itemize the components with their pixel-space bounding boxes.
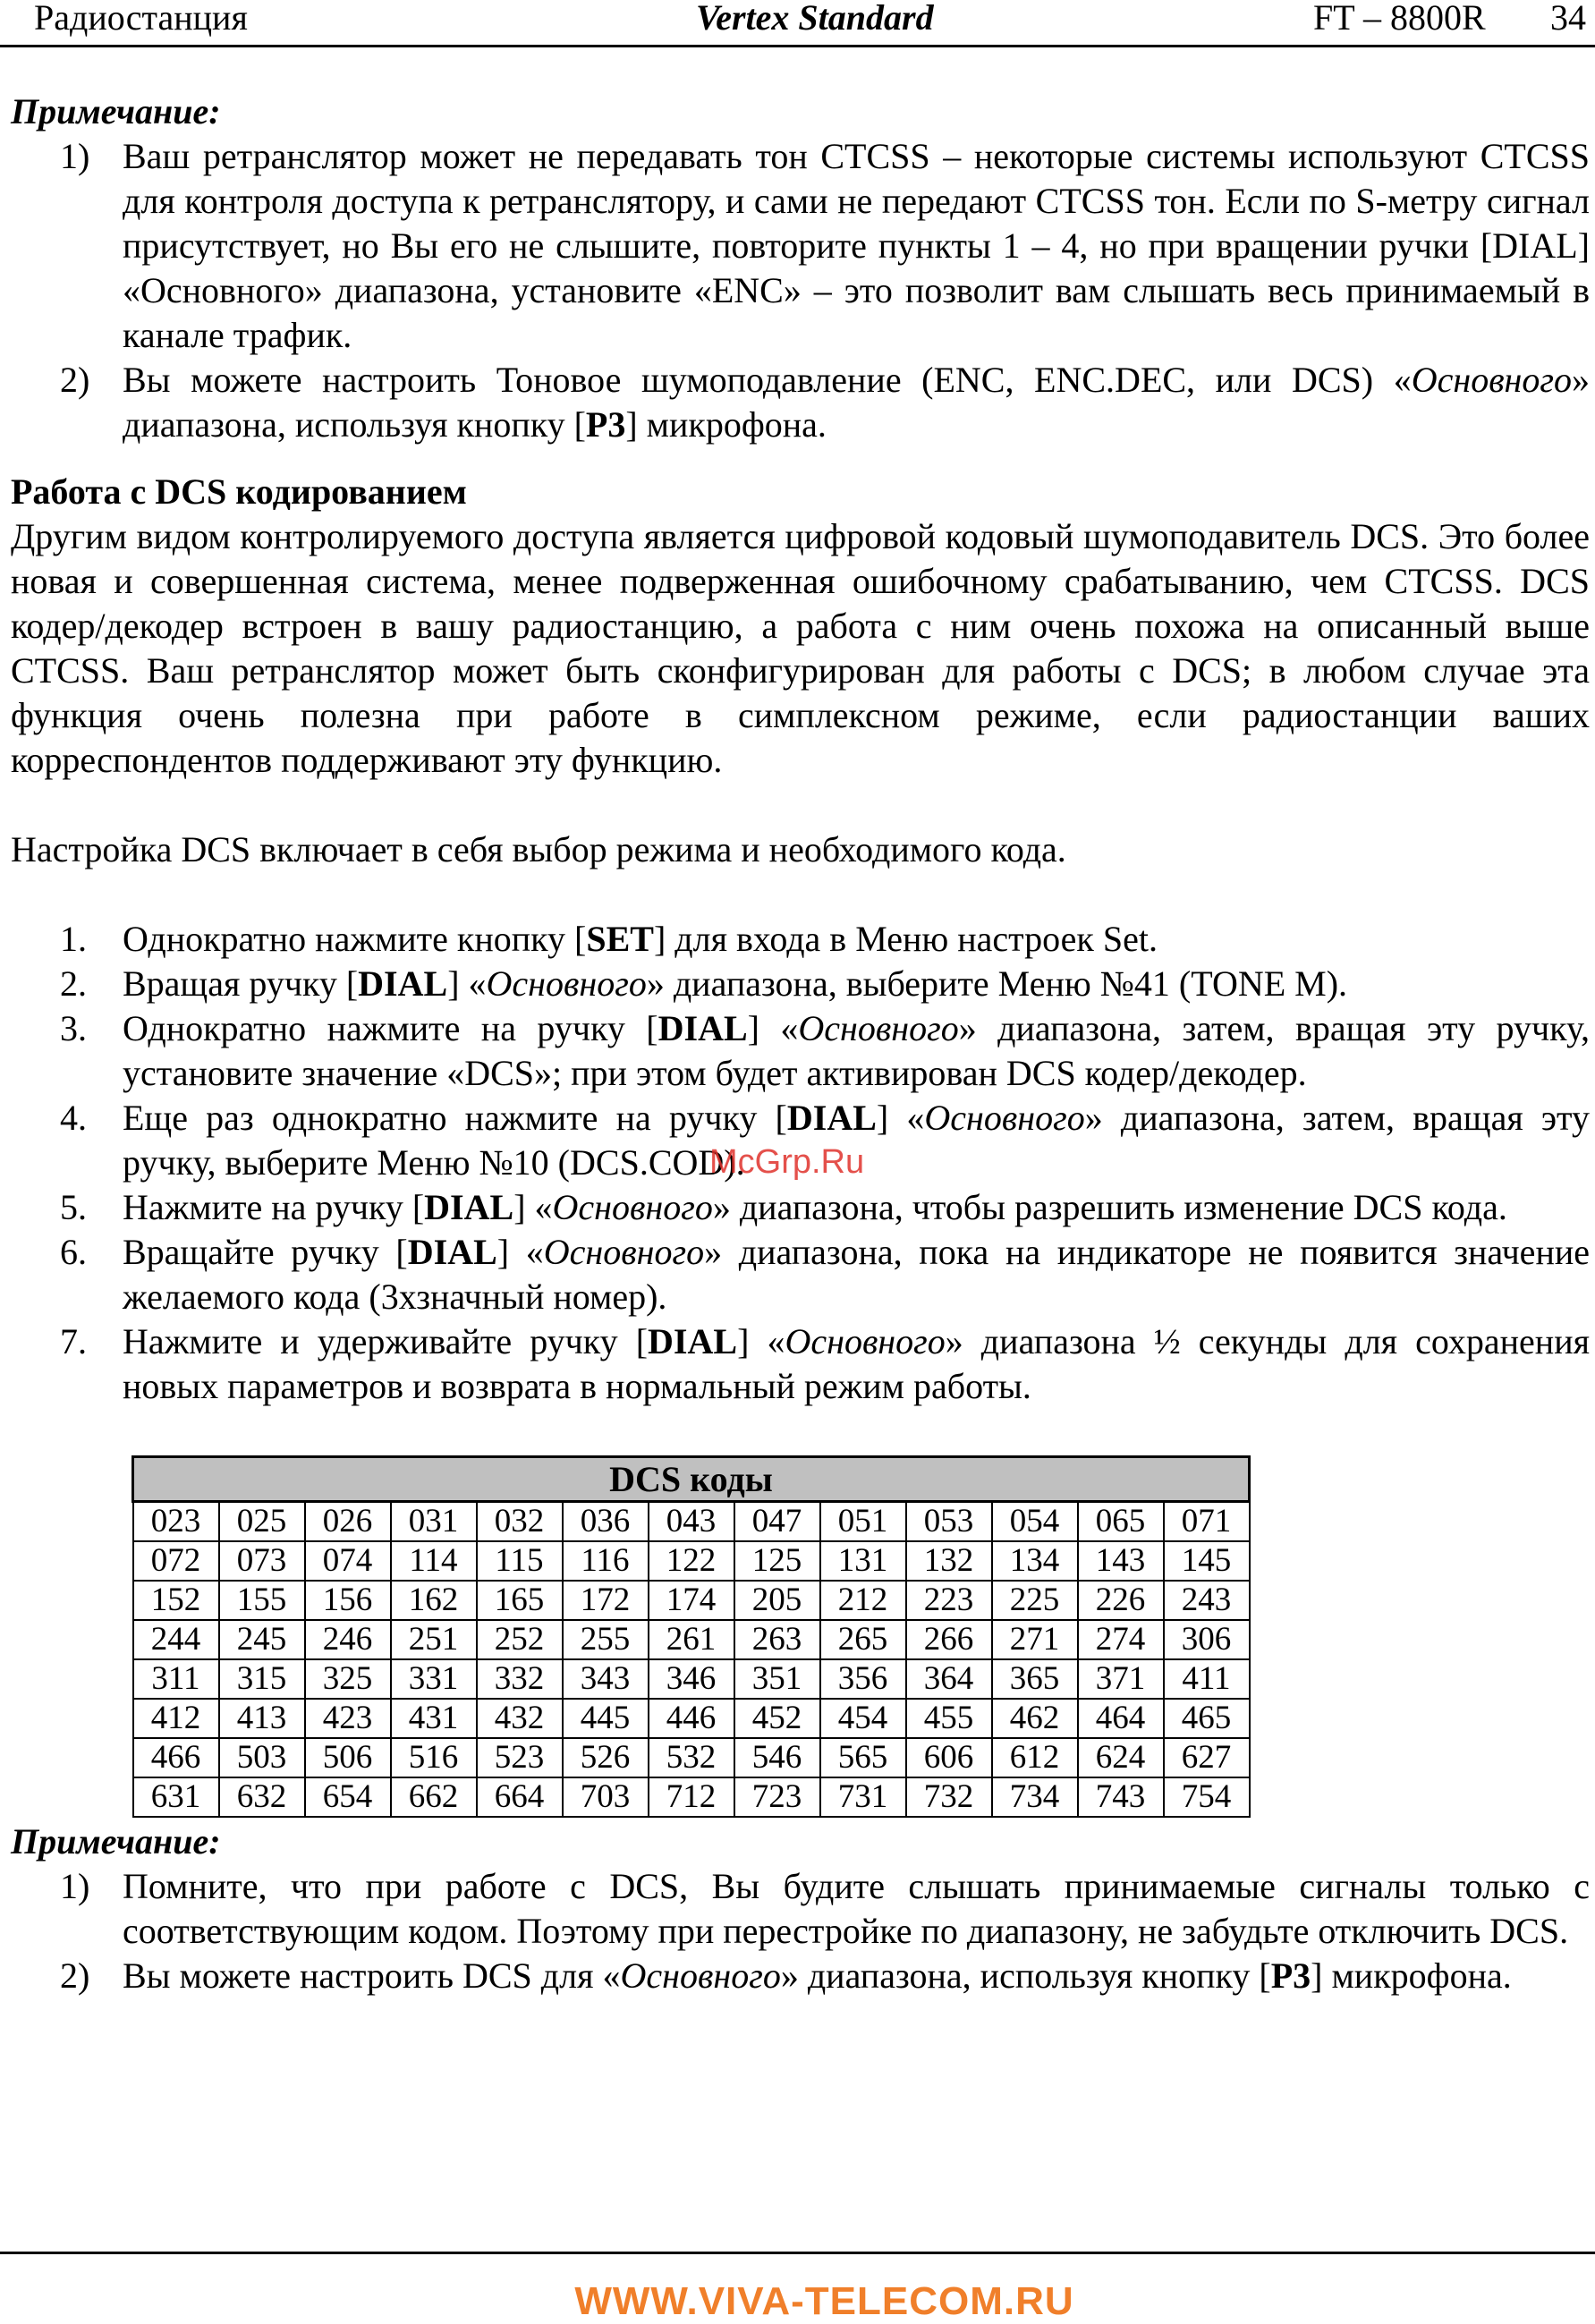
dcs-code-cell: 606: [906, 1738, 992, 1777]
note2-title: Примечание:: [11, 1821, 221, 1862]
dcs-code-cell: 132: [906, 1541, 992, 1581]
step-text: » диапазона, затем, вращая эту ручку, установите значение «DCS»; при этом будет активирован DCS кодер/декодер.: [123, 1008, 1591, 1093]
key-name: DIAL: [786, 1098, 877, 1138]
table-row: [133, 1738, 1250, 1777]
spacer: [11, 783, 1590, 827]
footer-divider: [0, 2252, 1595, 2254]
dcs-code-cell: 431: [391, 1699, 477, 1738]
dcs-code-cell: 212: [820, 1581, 906, 1620]
header-divider: [0, 45, 1595, 47]
dcs-code-cell: 074: [305, 1541, 391, 1581]
dcs-code-cell: 134: [992, 1541, 1078, 1581]
dcs-code-cell: 032: [477, 1502, 563, 1542]
dcs-code-cell: 155: [219, 1581, 305, 1620]
dcs-code-cell: 261: [649, 1620, 734, 1659]
dcs-code-cell: 122: [649, 1541, 734, 1581]
dcs-code-cell: 723: [734, 1777, 820, 1817]
dcs-code-cell: 165: [477, 1581, 563, 1620]
header-model: FT – 8800R: [1313, 0, 1486, 38]
table-row: [133, 1699, 1250, 1738]
list-item: [11, 358, 1590, 447]
step-text: Однократно нажмите кнопку [: [123, 919, 587, 959]
dcs-code-cell: 516: [391, 1738, 477, 1777]
dcs-code-cell: 331: [391, 1659, 477, 1699]
dcs-code-cell: 271: [992, 1620, 1078, 1659]
dcs-code-cell: 174: [649, 1581, 734, 1620]
note1-list: [11, 134, 1590, 447]
dcs-code-cell: 251: [391, 1620, 477, 1659]
dcs-code-cell: 455: [906, 1699, 992, 1738]
dcs-code-cell: 152: [133, 1581, 219, 1620]
dcs-code-cell: 255: [563, 1620, 649, 1659]
dcs-code-cell: 523: [477, 1738, 563, 1777]
step-text: Еще раз однократно нажмите на ручку [: [123, 1098, 787, 1138]
band-name: Основного: [785, 1321, 946, 1361]
dcs-code-cell: 612: [992, 1738, 1078, 1777]
dcs-code-cell: 065: [1078, 1502, 1164, 1542]
dcs-code-cell: 526: [563, 1738, 649, 1777]
dcs-code-cell: 411: [1164, 1659, 1250, 1699]
dcs-code-cell: 731: [820, 1777, 906, 1817]
step-text: ] для входа в Меню настроек Set.: [653, 919, 1158, 959]
step-item: [11, 917, 1590, 962]
dcs-code-cell: 246: [305, 1620, 391, 1659]
step-text: ] «: [513, 1187, 553, 1227]
dcs-code-cell: 332: [477, 1659, 563, 1699]
section-paragraph: Другим видом контролируемого доступа является цифровой кодовый шумоподавитель DCS. Это более новая и совершенная система, менее подверженная ошибочному срабатыванию, чем CTCSS. DCS кодер/декодер встроен в вашу радиостанцию, а работа с ним очень похожа на описанный выше CTCSS. Ваш ретранслятор может быть сконфигурирован для работы с DCS; в любом случае эта функция очень полезна при работе в симплексном режиме, если радиостанции ваших корреспондентов поддерживают эту функцию.: [11, 516, 1590, 780]
key-name: DIAL: [648, 1321, 738, 1361]
band-name: Основного: [924, 1098, 1085, 1138]
dcs-code-cell: 156: [305, 1581, 391, 1620]
table-row: [133, 1541, 1250, 1581]
dcs-code-cell: 743: [1078, 1777, 1164, 1817]
dcs-code-cell: 462: [992, 1699, 1078, 1738]
dcs-code-cell: 452: [734, 1699, 820, 1738]
step-text: Однократно нажмите на ручку [: [123, 1008, 658, 1048]
dcs-code-cell: 125: [734, 1541, 820, 1581]
table-row: [133, 1659, 1250, 1699]
dcs-code-cell: 712: [649, 1777, 734, 1817]
step-item: [11, 1185, 1590, 1230]
dcs-code-cell: 223: [906, 1581, 992, 1620]
header-brand: Vertex Standard: [696, 0, 934, 38]
step-text: Нажмите и удерживайте ручку [: [123, 1321, 649, 1361]
dcs-code-cell: 445: [563, 1699, 649, 1738]
dcs-code-cell: 266: [906, 1620, 992, 1659]
dcs-code-cell: 565: [820, 1738, 906, 1777]
watermark-text: McGrp.Ru: [709, 1143, 865, 1181]
dcs-code-cell: 274: [1078, 1620, 1164, 1659]
step-text: Нажмите на ручку [: [123, 1187, 425, 1227]
key-name: DIAL: [658, 1008, 748, 1048]
step-text: » диапазона, затем, вращая эту ручку, выберите Меню №10 (DCS.COD).: [123, 1098, 1591, 1183]
dcs-code-cell: 365: [992, 1659, 1078, 1699]
list-marker: 4.: [60, 1098, 87, 1138]
dcs-code-cell: 051: [820, 1502, 906, 1542]
dcs-code-cell: 243: [1164, 1581, 1250, 1620]
band-name: Основного: [543, 1232, 705, 1272]
step-text: ] «: [447, 963, 487, 1004]
step-text: » диапазона ½ секунды для сохранения новых параметров и возврата в нормальный режим работы.: [123, 1321, 1591, 1406]
note2-item1-text: Помните, что при работе с DCS, Вы будите слышать принимаемые сигналы только с соответствующим кодом. Поэтому при перестройке по диапазону, не забудьте отключить DCS.: [123, 1866, 1590, 1951]
step-text: ] «: [496, 1232, 544, 1272]
dcs-code-cell: 371: [1078, 1659, 1164, 1699]
note1-item2-text: ] микрофона.: [625, 404, 827, 445]
dcs-code-cell: 454: [820, 1699, 906, 1738]
dcs-code-cell: 464: [1078, 1699, 1164, 1738]
dcs-code-cell: 043: [649, 1502, 734, 1542]
dcs-code-cell: 306: [1164, 1620, 1250, 1659]
key-name: DIAL: [424, 1187, 514, 1227]
dcs-code-cell: 503: [219, 1738, 305, 1777]
note2-item2-text: Вы можете настроить DCS для «: [123, 1955, 621, 1996]
band-name: Основного: [798, 1008, 959, 1048]
dcs-code-cell: 023: [133, 1502, 219, 1542]
list-marker: 2): [60, 360, 90, 400]
dcs-code-cell: 162: [391, 1581, 477, 1620]
dcs-code-cell: 654: [305, 1777, 391, 1817]
dcs-code-cell: 364: [906, 1659, 992, 1699]
dcs-code-cell: 172: [563, 1581, 649, 1620]
dcs-code-cell: 356: [820, 1659, 906, 1699]
list-marker: 1): [60, 1866, 90, 1906]
table-title: DCS коды: [133, 1457, 1250, 1502]
dcs-code-cell: 351: [734, 1659, 820, 1699]
dcs-code-cell: 265: [820, 1620, 906, 1659]
dcs-code-cell: 053: [906, 1502, 992, 1542]
header-left: Радиостанция: [34, 0, 248, 38]
dcs-code-cell: 072: [133, 1541, 219, 1581]
dcs-code-cell: 047: [734, 1502, 820, 1542]
dcs-code-cell: 346: [649, 1659, 734, 1699]
dcs-code-cell: 311: [133, 1659, 219, 1699]
table-row: [133, 1581, 1250, 1620]
step-item: [11, 1319, 1590, 1409]
dcs-code-cell: 252: [477, 1620, 563, 1659]
dcs-code-cell: 115: [477, 1541, 563, 1581]
dcs-code-cell: 114: [391, 1541, 477, 1581]
step-item: [11, 1006, 1590, 1096]
note1-title: Примечание:: [11, 91, 221, 131]
note2-item2-text: » диапазона, используя кнопку [: [780, 1955, 1271, 1996]
key-name: DIAL: [358, 963, 448, 1004]
list-marker: 1.: [60, 919, 87, 959]
list-item: [11, 134, 1590, 358]
dcs-code-cell: 315: [219, 1659, 305, 1699]
key-name: P3: [585, 404, 626, 445]
dcs-code-cell: 662: [391, 1777, 477, 1817]
dcs-code-cell: 036: [563, 1502, 649, 1542]
step-text: Вращая ручку [: [123, 963, 359, 1004]
dcs-code-cell: 423: [305, 1699, 391, 1738]
step-text: » диапазона, пока на индикаторе не появится значение желаемого кода (3хзначный номер).: [123, 1232, 1591, 1317]
dcs-code-cell: 225: [992, 1581, 1078, 1620]
dcs-code-cell: 703: [563, 1777, 649, 1817]
dcs-code-cell: 343: [563, 1659, 649, 1699]
note1-item1-text: Ваш ретранслятор может не передавать тон CTCSS – некоторые системы используют CTCSS для контроля доступа к ретранслятору, и сами не передают CTCSS тон. Если по S-метру сигнал присутствует, но Вы его не слышите, повторите пункты 1 – 4, но при вращении ручки [DIAL] «Основного» диапазона, установите «ENC» – это позволит вам слышать весь принимаемый в канале трафик.: [123, 136, 1590, 355]
table-row: [133, 1620, 1250, 1659]
dcs-code-cell: 412: [133, 1699, 219, 1738]
table-row: [133, 1777, 1250, 1817]
note2-item2-text: ] микрофона.: [1311, 1955, 1512, 1996]
band-name: Основного: [1411, 360, 1572, 400]
dcs-code-cell: 031: [391, 1502, 477, 1542]
step-text: ] «: [747, 1008, 799, 1048]
note2-list: [11, 1864, 1590, 1998]
list-marker: 7.: [60, 1321, 87, 1361]
band-name: Основного: [552, 1187, 713, 1227]
dcs-code-cell: 026: [305, 1502, 391, 1542]
section-title: Работа с DCS кодированием: [11, 471, 467, 512]
page-header: [7, 0, 1588, 36]
dcs-code-cell: 116: [563, 1541, 649, 1581]
list-item: [11, 1954, 1590, 1998]
dcs-code-cell: 506: [305, 1738, 391, 1777]
footer-link[interactable]: WWW.VIVA-TELECOM.RU: [574, 2279, 1074, 2323]
dcs-code-cell: 632: [219, 1777, 305, 1817]
page-content: [11, 89, 1590, 1998]
step-text: » диапазона, чтобы разрешить изменение DCS кода.: [712, 1187, 1507, 1227]
dcs-code-cell: 143: [1078, 1541, 1164, 1581]
list-marker: 5.: [60, 1187, 87, 1227]
dcs-code-cell: 532: [649, 1738, 734, 1777]
dcs-code-cell: 465: [1164, 1699, 1250, 1738]
dcs-code-cell: 413: [219, 1699, 305, 1738]
note1-item2-text: » диапазона, используя кнопку [: [123, 360, 1590, 445]
dcs-code-cell: 245: [219, 1620, 305, 1659]
list-marker: 2): [60, 1955, 90, 1996]
dcs-code-cell: 131: [820, 1541, 906, 1581]
dcs-code-cell: 025: [219, 1502, 305, 1542]
dcs-code-cell: 263: [734, 1620, 820, 1659]
dcs-code-cell: 446: [649, 1699, 734, 1738]
key-name: DIAL: [407, 1232, 497, 1272]
dcs-code-cell: 073: [219, 1541, 305, 1581]
dcs-codes-table: [132, 1455, 1251, 1818]
dcs-code-cell: 432: [477, 1699, 563, 1738]
note1-item2-text: Вы можете настроить Тоновое шумоподавление (ENC, ENC.DEC, или DCS) «: [123, 360, 1412, 400]
band-name: Основного: [486, 963, 647, 1004]
dcs-code-cell: 664: [477, 1777, 563, 1817]
section-paragraph: Настройка DCS включает в себя выбор режима и необходимого кода.: [11, 829, 1066, 869]
step-item: [11, 1230, 1590, 1319]
dcs-code-cell: 244: [133, 1620, 219, 1659]
list-marker: 2.: [60, 963, 87, 1004]
dcs-code-cell: 145: [1164, 1541, 1250, 1581]
step-item: [11, 962, 1590, 1006]
band-name: Основного: [620, 1955, 781, 1996]
dcs-code-cell: 325: [305, 1659, 391, 1699]
list-marker: 3.: [60, 1008, 87, 1048]
dcs-code-cell: 546: [734, 1738, 820, 1777]
dcs-code-cell: 734: [992, 1777, 1078, 1817]
dcs-code-cell: 631: [133, 1777, 219, 1817]
dcs-code-cell: 627: [1164, 1738, 1250, 1777]
dcs-code-cell: 754: [1164, 1777, 1250, 1817]
step-text: » диапазона, выберите Меню №41 (TONE M).: [646, 963, 1348, 1004]
dcs-code-cell: 071: [1164, 1502, 1250, 1542]
step-text: ] «: [876, 1098, 925, 1138]
step-text: Вращайте ручку [: [123, 1232, 408, 1272]
list-marker: 1): [60, 136, 90, 176]
table-row: [133, 1502, 1250, 1542]
list-marker: 6.: [60, 1232, 87, 1272]
step-text: ] «: [737, 1321, 785, 1361]
dcs-code-cell: 205: [734, 1581, 820, 1620]
dcs-code-cell: 466: [133, 1738, 219, 1777]
dcs-code-cell: 054: [992, 1502, 1078, 1542]
dcs-code-cell: 226: [1078, 1581, 1164, 1620]
spacer: [11, 872, 1590, 917]
key-name: P3: [1270, 1955, 1311, 1996]
list-item: [11, 1864, 1590, 1954]
page-number: 34: [1550, 0, 1586, 38]
dcs-code-cell: 624: [1078, 1738, 1164, 1777]
dcs-code-cell: 732: [906, 1777, 992, 1817]
key-name: SET: [586, 919, 654, 959]
